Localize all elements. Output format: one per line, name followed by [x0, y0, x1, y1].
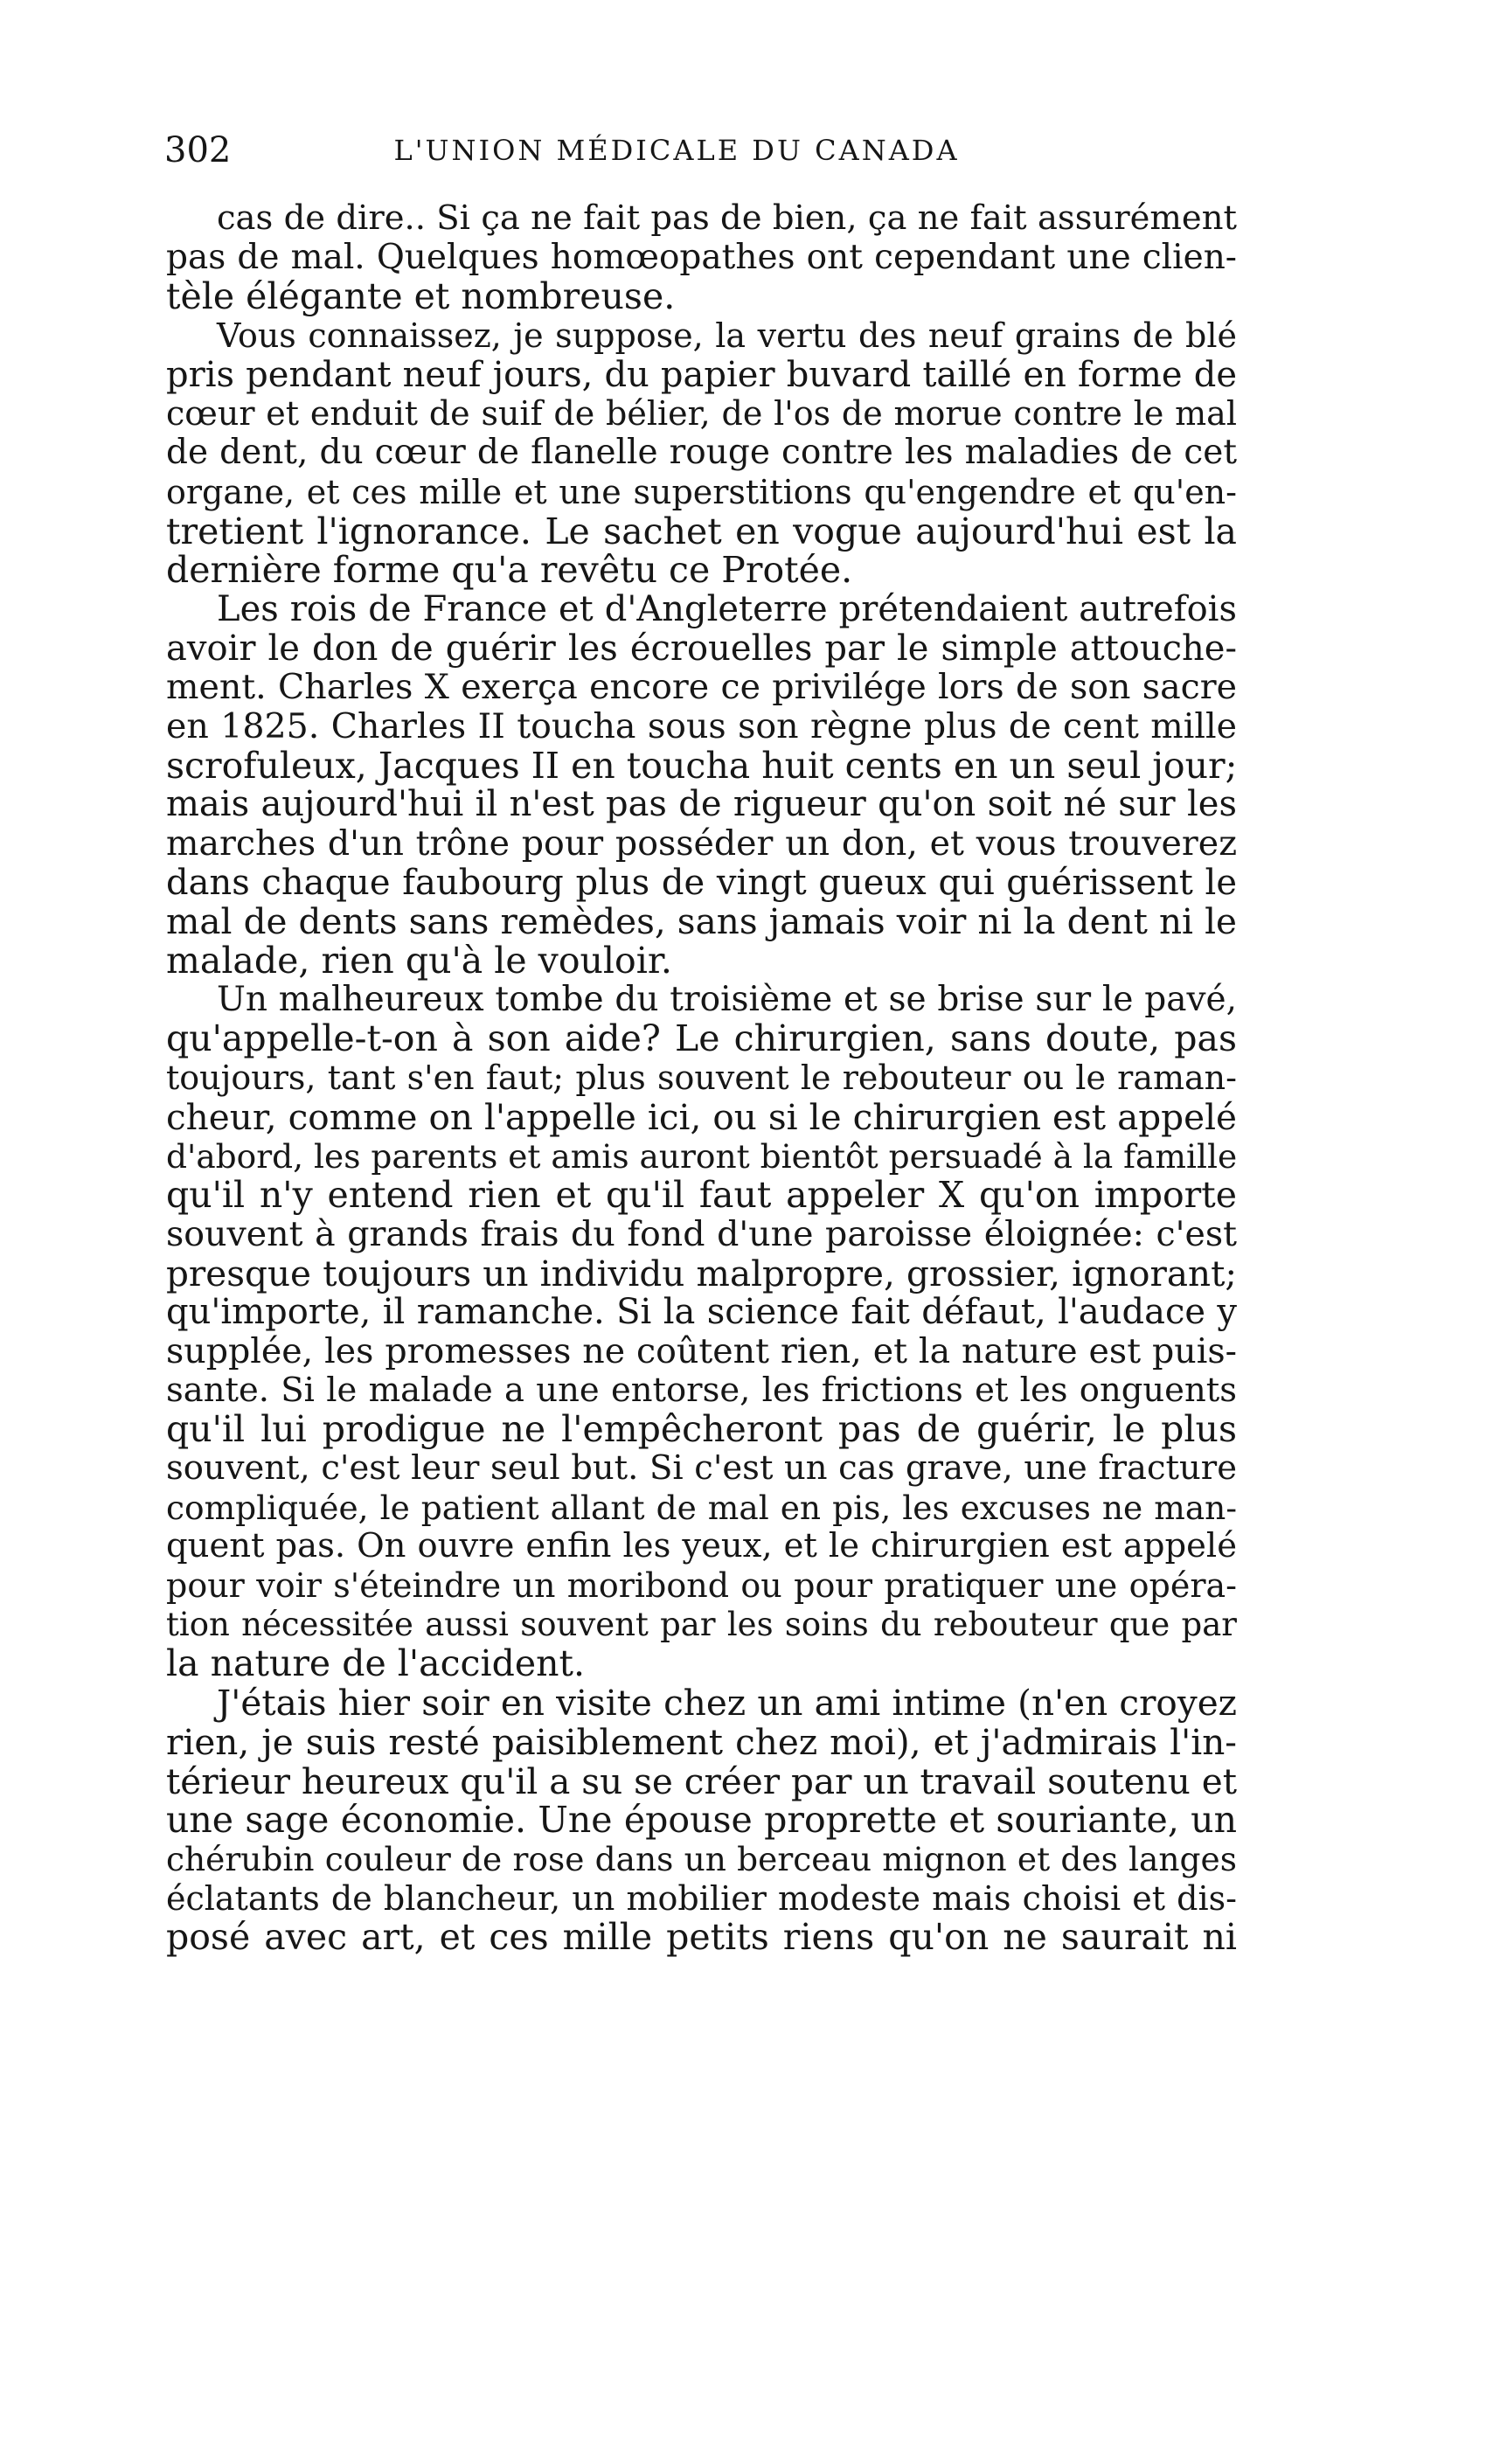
text-line: une sage économie. Une épouse proprette et souriante, un — [166, 1799, 1237, 1842]
text-line: qu'importe, il ramanche. Si la science fait défaut, l'audace y — [166, 1292, 1237, 1333]
text-line: rien, je suis resté paisiblement chez moi), et j'admirais l'in- — [166, 1720, 1237, 1763]
text-line: en 1825. Charles II toucha sous son règne plus de cent mille — [166, 705, 1237, 746]
body-text — [166, 199, 1237, 1957]
text-line: la nature de l'accident. — [166, 1642, 586, 1685]
text-line: mais aujourd'hui il n'est pas de rigueur qu'on soit né sur les — [166, 784, 1237, 825]
text-line: malade, rien qu'à le vouloir. — [166, 940, 672, 982]
text-line: posé avec art, et ces mille petits riens qu'on ne saurait ni — [166, 1916, 1237, 1959]
page-header — [164, 124, 1189, 177]
text-line: supplée, les promesses ne coûtent rien, et la nature est puis- — [166, 1330, 1237, 1371]
running-title: L'UNION MÉDICALE DU CANADA — [393, 134, 960, 167]
text-line: pris pendant neuf jours, du papier buvard taillé en forme de — [166, 354, 1237, 395]
page-number: 302 — [164, 130, 232, 170]
text-line: compliquée, le patient allant de mal en pis, les excuses ne man- — [166, 1488, 1237, 1527]
text-line: tretient l'ignorance. Le sachet en vogue aujourd'hui est la — [166, 510, 1237, 552]
text-line: qu'appelle-t-on à son aide? Le chirurgien, sans doute, pas — [166, 1017, 1237, 1060]
text-line: mal de dents sans remèdes, sans jamais voir ni la dent ni le — [166, 900, 1237, 943]
text-line: dernière forme qu'a revêtu ce Protée. — [166, 549, 853, 592]
text-line: toujours, tant s'en faut; plus souvent le rebouteur ou le raman- — [166, 1058, 1237, 1098]
text-line: ment. Charles X exerça encore ce privilége lors de son sacre — [166, 667, 1237, 708]
text-line: térieur heureux qu'il a su se créer par un travail soutenu et — [166, 1760, 1237, 1802]
text-line: qu'il n'y entend rien et qu'il faut appeler X qu'on importe — [166, 1174, 1237, 1217]
text-line: qu'il lui prodigue ne l'empêcheront pas de guérir, le plus — [166, 1408, 1237, 1451]
text-line: avoir le don de guérir les écrouelles par le simple attouche- — [166, 628, 1237, 669]
paragraph — [166, 316, 1237, 590]
text-line: tion nécessitée aussi souvent par les soins du rebouteur que par — [166, 1605, 1237, 1643]
paragraph — [166, 199, 1237, 316]
paragraph — [166, 1683, 1237, 1957]
text-line: pour voir s'éteindre un moribond ou pour pratiquer une opéra- — [166, 1566, 1237, 1606]
text-line: Un malheureux tombe du troisième et se brise sur le pavé, — [217, 979, 1237, 1019]
text-line: presque toujours un individu malpropre, grossier, ignorant; — [166, 1252, 1237, 1294]
text-line: souvent à grands frais du fond d'une paroisse éloignée: c'est — [166, 1213, 1237, 1254]
text-line: chérubin couleur de rose dans un berceau mignon et des langes — [166, 1839, 1237, 1878]
text-line: cheur, comme on l'appelle ici, ou si le chirurgien est appelé — [166, 1095, 1237, 1138]
text-line: de dent, du cœur de flanelle rouge contre les maladies de cet — [166, 433, 1237, 473]
text-line: organe, et ces mille et une superstitions qu'engendre et qu'en- — [166, 472, 1237, 511]
text-line: Vous connaissez, je suppose, la vertu des neuf grains de blé — [217, 316, 1237, 356]
text-line: dans chaque faubourg plus de vingt gueux qui guérissent le — [166, 862, 1237, 903]
paragraph — [166, 981, 1237, 1683]
text-line: marches d'un trône pour posséder un don, et vous trouverez — [166, 823, 1237, 864]
text-line: cœur et enduit de suif de bélier, de l'os de morue contre le mal — [166, 394, 1237, 434]
text-line: Les rois de France et d'Angleterre prétendaient autrefois — [217, 588, 1237, 629]
text-line: tèle élégante et nombreuse. — [166, 275, 676, 318]
text-line: sante. Si le malade a une entorse, les frictions et les onguents — [166, 1370, 1237, 1410]
paragraph — [166, 590, 1237, 981]
text-line: éclatants de blancheur, un mobilier modeste mais choisi et dis- — [166, 1878, 1237, 1918]
text-line: pas de mal. Quelques homœopathes ont cependant une clien- — [166, 237, 1237, 277]
text-line: quent pas. On ouvre enfin les yeux, et le chirurgien est appelé — [166, 1526, 1237, 1566]
text-line: souvent, c'est leur seul but. Si c'est un cas grave, une fracture — [166, 1448, 1237, 1488]
text-line: d'abord, les parents et amis auront bientôt persuadé à la famille — [166, 1136, 1238, 1176]
text-line: scrofuleux, Jacques II en toucha huit cents en un seul jour; — [166, 744, 1238, 787]
text-line: cas de dire.. Si ça ne fait pas de bien, ça ne fait assurément — [217, 198, 1237, 238]
text-line: J'étais hier soir en visite chez un ami intime (n'en croyez — [217, 1682, 1237, 1725]
